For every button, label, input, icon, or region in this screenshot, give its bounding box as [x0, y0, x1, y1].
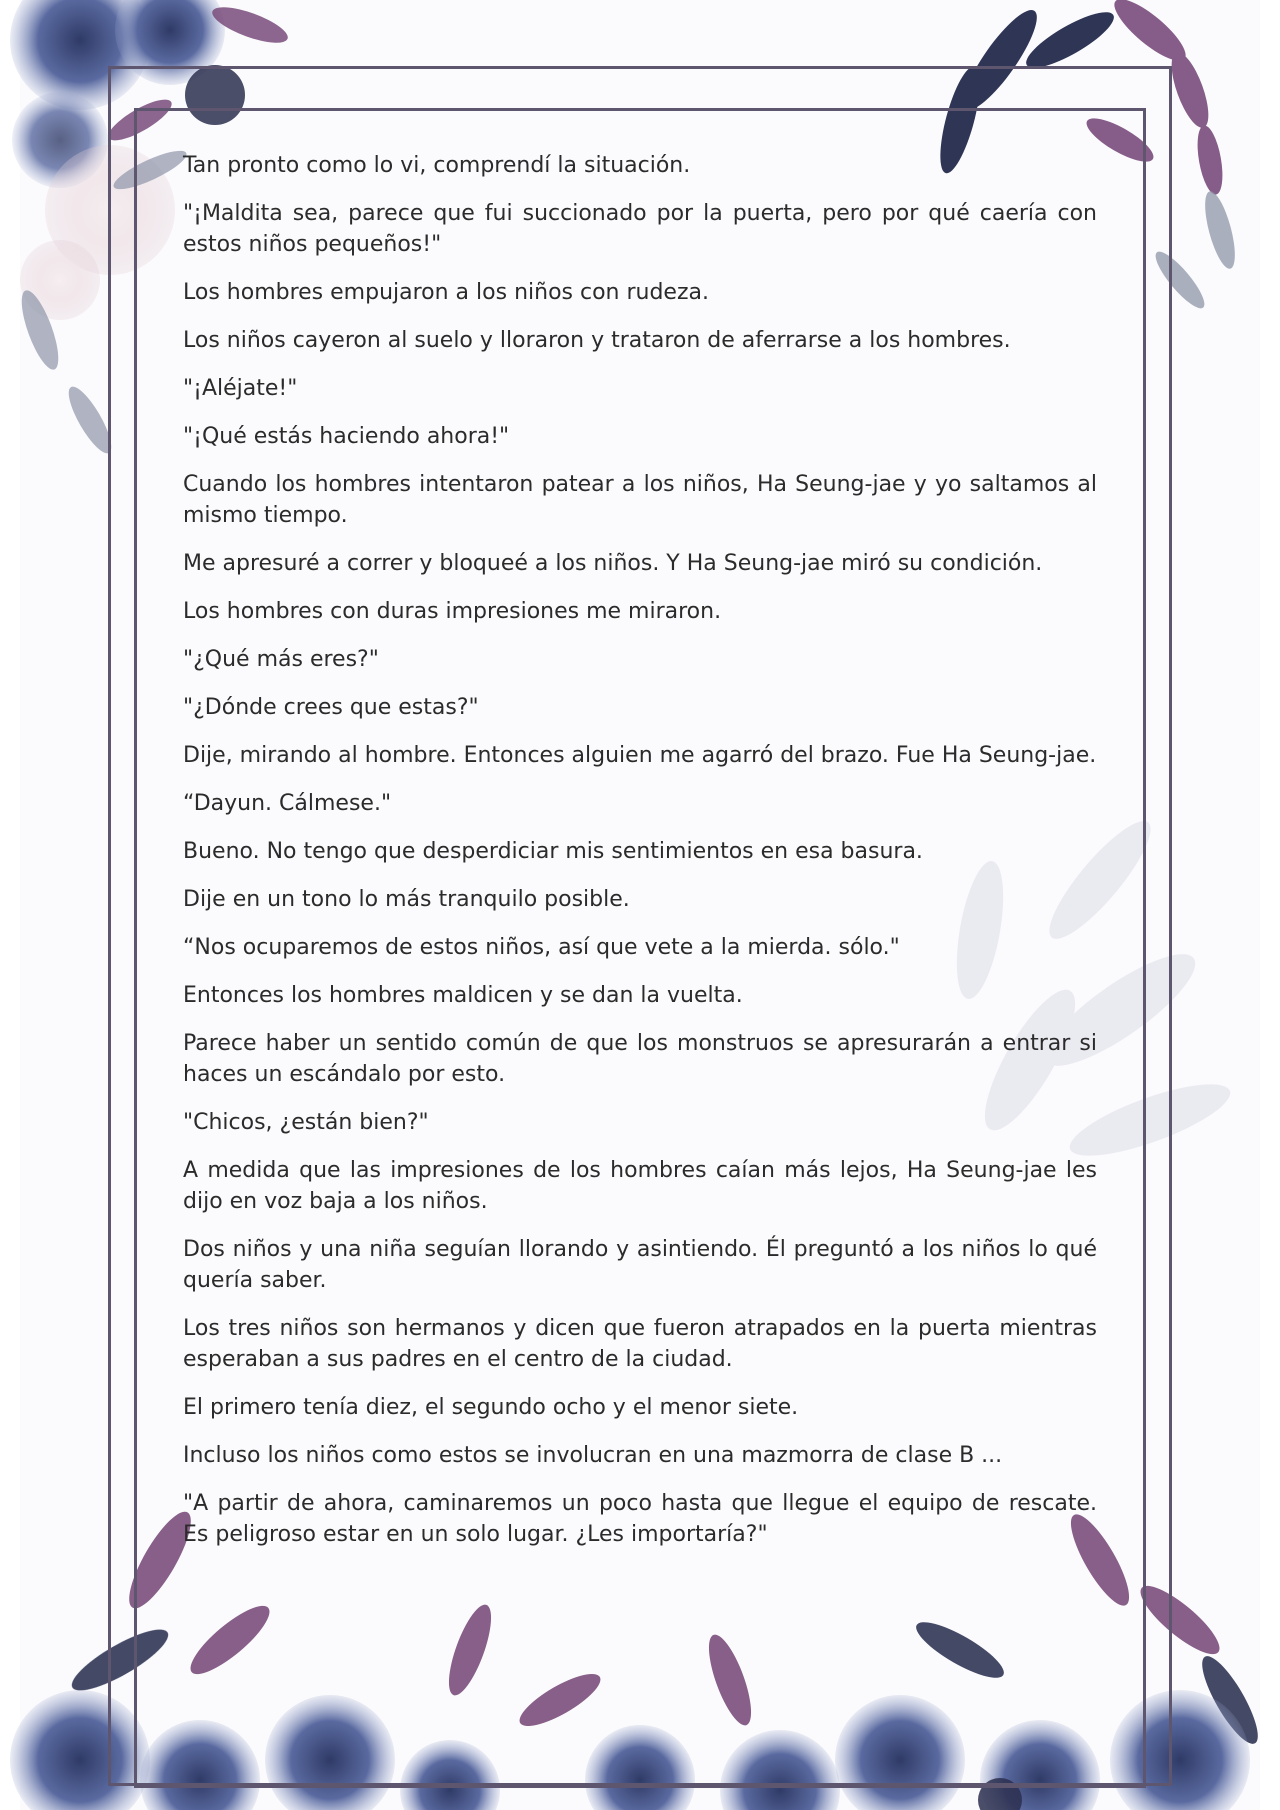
- paragraph: Los tres niños son hermanos y dicen que fueron atrapados en la puerta mientras esperaban a sus padres en el centro de la ciudad.: [183, 1316, 1097, 1372]
- paragraph: "¡Aléjate!": [183, 376, 298, 401]
- paragraph: "¡Qué estás haciendo ahora!": [183, 424, 510, 449]
- paragraph: Los hombres con duras impresiones me miraron.: [183, 599, 722, 624]
- paragraph: “Dayun. Cálmese.": [183, 791, 392, 816]
- paragraph: A medida que las impresiones de los hombres caían más lejos, Ha Seung-jae les dijo en voz baja a los niños.: [183, 1158, 1097, 1214]
- paragraph: "¿Dónde crees que estas?": [183, 695, 479, 720]
- paragraph: Dije, mirando al hombre. Entonces alguien me agarró del brazo. Fue Ha Seung-jae.: [183, 743, 1097, 768]
- paragraph: "¡Maldita sea, parece que fui succionado por la puerta, pero por qué caería con estos niños pequeños!": [183, 201, 1097, 257]
- paragraph: Bueno. No tengo que desperdiciar mis sentimientos en esa basura.: [183, 839, 923, 864]
- paragraph: Cuando los hombres intentaron patear a los niños, Ha Seung-jae y yo saltamos al mismo tiempo.: [183, 472, 1097, 528]
- story-text: [183, 150, 1097, 1567]
- paragraph: El primero tenía diez, el segundo ocho y el menor siete.: [183, 1395, 799, 1420]
- paragraph: Me apresuré a correr y bloqueé a los niños. Y Ha Seung-jae miró su condición.: [183, 551, 1043, 576]
- paragraph: Los niños cayeron al suelo y lloraron y trataron de aferrarse a los hombres.: [183, 328, 1011, 353]
- paragraph: Parece haber un sentido común de que los monstruos se apresurarán a entrar si haces un escándalo por esto.: [183, 1031, 1097, 1087]
- paragraph: "A partir de ahora, caminaremos un poco hasta que llegue el equipo de rescate. Es peligroso estar en un solo lugar. ¿Les importaría?": [183, 1491, 1097, 1547]
- paragraph: Entonces los hombres maldicen y se dan la vuelta.: [183, 983, 743, 1008]
- paragraph: "Chicos, ¿están bien?": [183, 1110, 429, 1135]
- paragraph: Incluso los niños como estos se involucran en una mazmorra de clase B ...: [183, 1443, 1003, 1468]
- paragraph: “Nos ocuparemos de estos niños, así que vete a la mierda. sólo.": [183, 935, 900, 960]
- paragraph: Dos niños y una niña seguían llorando y asintiendo. Él preguntó a los niños lo qué quería saber.: [183, 1237, 1097, 1293]
- paragraph: Tan pronto como lo vi, comprendí la situación.: [183, 153, 691, 178]
- paragraph: Dije en un tono lo más tranquilo posible.: [183, 887, 630, 912]
- paragraph: "¿Qué más eres?": [183, 647, 379, 672]
- paragraph: Los hombres empujaron a los niños con rudeza.: [183, 280, 709, 305]
